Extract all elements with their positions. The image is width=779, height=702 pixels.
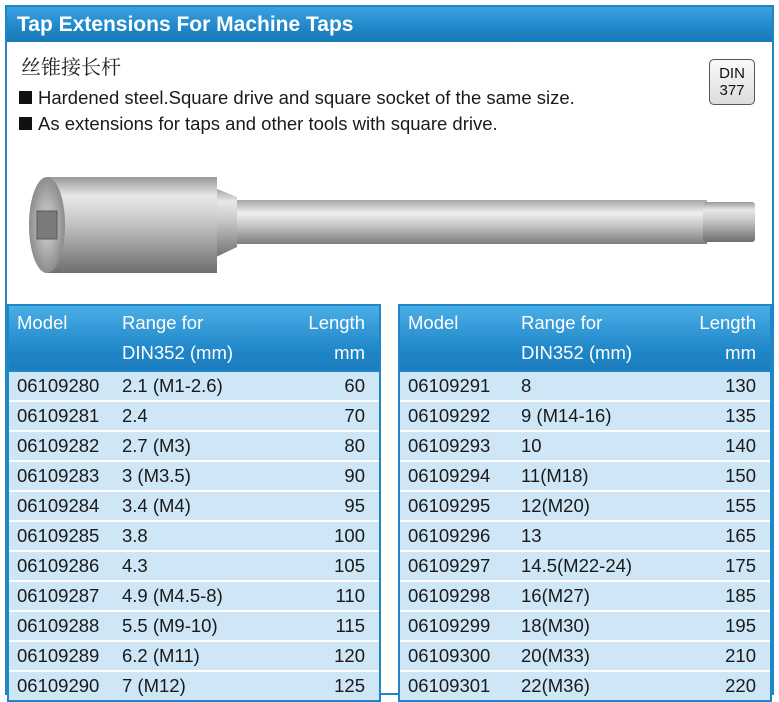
length-cell: 105: [334, 555, 365, 576]
table-row: [9, 492, 379, 522]
table-header: [9, 306, 379, 372]
table-row: [400, 402, 770, 432]
table-row: [9, 462, 379, 492]
range-cell: 9 (M14-16): [521, 405, 612, 426]
range-cell: 3.8: [122, 525, 148, 546]
model-cell: 06109284: [17, 495, 100, 516]
range-cell: 18(M30): [521, 615, 590, 636]
spec-table-left: [7, 304, 381, 702]
range-cell: 3.4 (M4): [122, 495, 191, 516]
bullet-point-2: [19, 113, 498, 135]
product-image: [27, 167, 757, 282]
length-cell: 130: [725, 375, 756, 396]
length-cell: 70: [344, 405, 365, 426]
table-row: [400, 432, 770, 462]
length-cell: 95: [344, 495, 365, 516]
table-row: [9, 432, 379, 462]
header-length-unit: mm: [334, 342, 365, 363]
table-body: [400, 372, 770, 700]
table-row: [400, 612, 770, 642]
range-cell: 2.4: [122, 405, 148, 426]
length-cell: 125: [334, 675, 365, 696]
range-cell: 11(M18): [521, 465, 589, 486]
header-length-unit: mm: [725, 342, 756, 363]
range-cell: 2.7 (M3): [122, 435, 191, 456]
range-cell: 7 (M12): [122, 675, 186, 696]
length-cell: 175: [725, 555, 756, 576]
table-row: [400, 672, 770, 700]
range-cell: 6.2 (M11): [122, 645, 200, 666]
table-row: [9, 522, 379, 552]
header-length: Length: [699, 312, 756, 333]
model-cell: 06109294: [408, 465, 491, 486]
range-cell: 13: [521, 525, 542, 546]
length-cell: 110: [335, 585, 365, 606]
range-cell: 16(M27): [521, 585, 590, 606]
table-row: [9, 612, 379, 642]
table-row: [9, 672, 379, 700]
length-cell: 80: [344, 435, 365, 456]
range-cell: 12(M20): [521, 495, 590, 516]
badge-line-1: DIN: [719, 65, 745, 82]
range-cell: 2.1 (M1-2.6): [122, 375, 223, 396]
range-cell: 3 (M3.5): [122, 465, 191, 486]
header-range-sub: DIN352 (mm): [521, 342, 633, 363]
table-row: [400, 462, 770, 492]
length-cell: 155: [725, 495, 756, 516]
table-row: [9, 582, 379, 612]
tap-extension-illustration: [27, 167, 757, 282]
model-cell: 06109286: [17, 555, 100, 576]
range-cell: 10: [521, 435, 542, 456]
length-cell: 165: [725, 525, 756, 546]
model-cell: 06109299: [408, 615, 491, 636]
model-cell: 06109290: [17, 675, 100, 696]
header-range: Range for: [521, 312, 603, 333]
din-standard-badge: [709, 59, 755, 105]
chinese-subtitle: 丝锥接长杆: [21, 55, 121, 79]
bullet-point-1: [19, 87, 575, 109]
square-bullet-icon: [19, 117, 32, 130]
bullet-text: As extensions for taps and other tools with square drive.: [38, 113, 498, 134]
length-cell: 195: [725, 615, 756, 636]
model-cell: 06109297: [408, 555, 491, 576]
header-range: Range for: [122, 312, 204, 333]
range-cell: 4.9 (M4.5-8): [122, 585, 223, 606]
model-cell: 06109292: [408, 405, 491, 426]
length-cell: 210: [725, 645, 756, 666]
table-row: [400, 522, 770, 552]
model-cell: 06109298: [408, 585, 491, 606]
range-cell: 14.5(M22-24): [521, 555, 633, 576]
header-range-sub: DIN352 (mm): [122, 342, 234, 363]
model-cell: 06109281: [17, 405, 100, 426]
table-body: [9, 372, 379, 700]
length-cell: 90: [344, 465, 365, 486]
length-cell: 60: [344, 375, 365, 396]
range-cell: 20(M33): [521, 645, 590, 666]
model-cell: 06109295: [408, 495, 491, 516]
model-cell: 06109288: [17, 615, 100, 636]
length-cell: 120: [334, 645, 365, 666]
table-row: [400, 372, 770, 402]
table-row: [400, 582, 770, 612]
table-header: [400, 306, 770, 372]
range-cell: 22(M36): [521, 675, 590, 696]
model-cell: 06109300: [408, 645, 491, 666]
model-cell: 06109285: [17, 525, 100, 546]
badge-line-2: 377: [719, 82, 745, 99]
model-cell: 06109293: [408, 435, 491, 456]
model-cell: 06109301: [408, 675, 491, 696]
model-cell: 06109287: [17, 585, 100, 606]
length-cell: 185: [725, 585, 756, 606]
model-cell: 06109280: [17, 375, 100, 396]
length-cell: 100: [334, 525, 365, 546]
range-cell: 5.5 (M9-10): [122, 615, 218, 636]
model-cell: 06109291: [408, 375, 491, 396]
page-title: Tap Extensions For Machine Taps: [7, 7, 772, 42]
length-cell: 115: [335, 615, 365, 636]
bullet-text: Hardened steel.Square drive and square socket of the same size.: [38, 87, 575, 108]
range-cell: 4.3: [122, 555, 148, 576]
length-cell: 140: [725, 435, 756, 456]
table-row: [9, 402, 379, 432]
table-row: [400, 492, 770, 522]
table-row: [9, 642, 379, 672]
product-card: [5, 5, 774, 695]
header-model: Model: [408, 312, 459, 333]
model-cell: 06109282: [17, 435, 100, 456]
table-row: [400, 642, 770, 672]
table-row: [9, 372, 379, 402]
length-cell: 220: [725, 675, 756, 696]
header-model: Model: [17, 312, 68, 333]
length-cell: 150: [725, 465, 756, 486]
model-cell: 06109283: [17, 465, 100, 486]
length-cell: 135: [725, 405, 756, 426]
model-cell: 06109296: [408, 525, 491, 546]
header-length: Length: [308, 312, 365, 333]
spec-table-right: [398, 304, 772, 702]
model-cell: 06109289: [17, 645, 100, 666]
table-row: [9, 552, 379, 582]
table-row: [400, 552, 770, 582]
range-cell: 8: [521, 375, 532, 396]
square-bullet-icon: [19, 91, 32, 104]
